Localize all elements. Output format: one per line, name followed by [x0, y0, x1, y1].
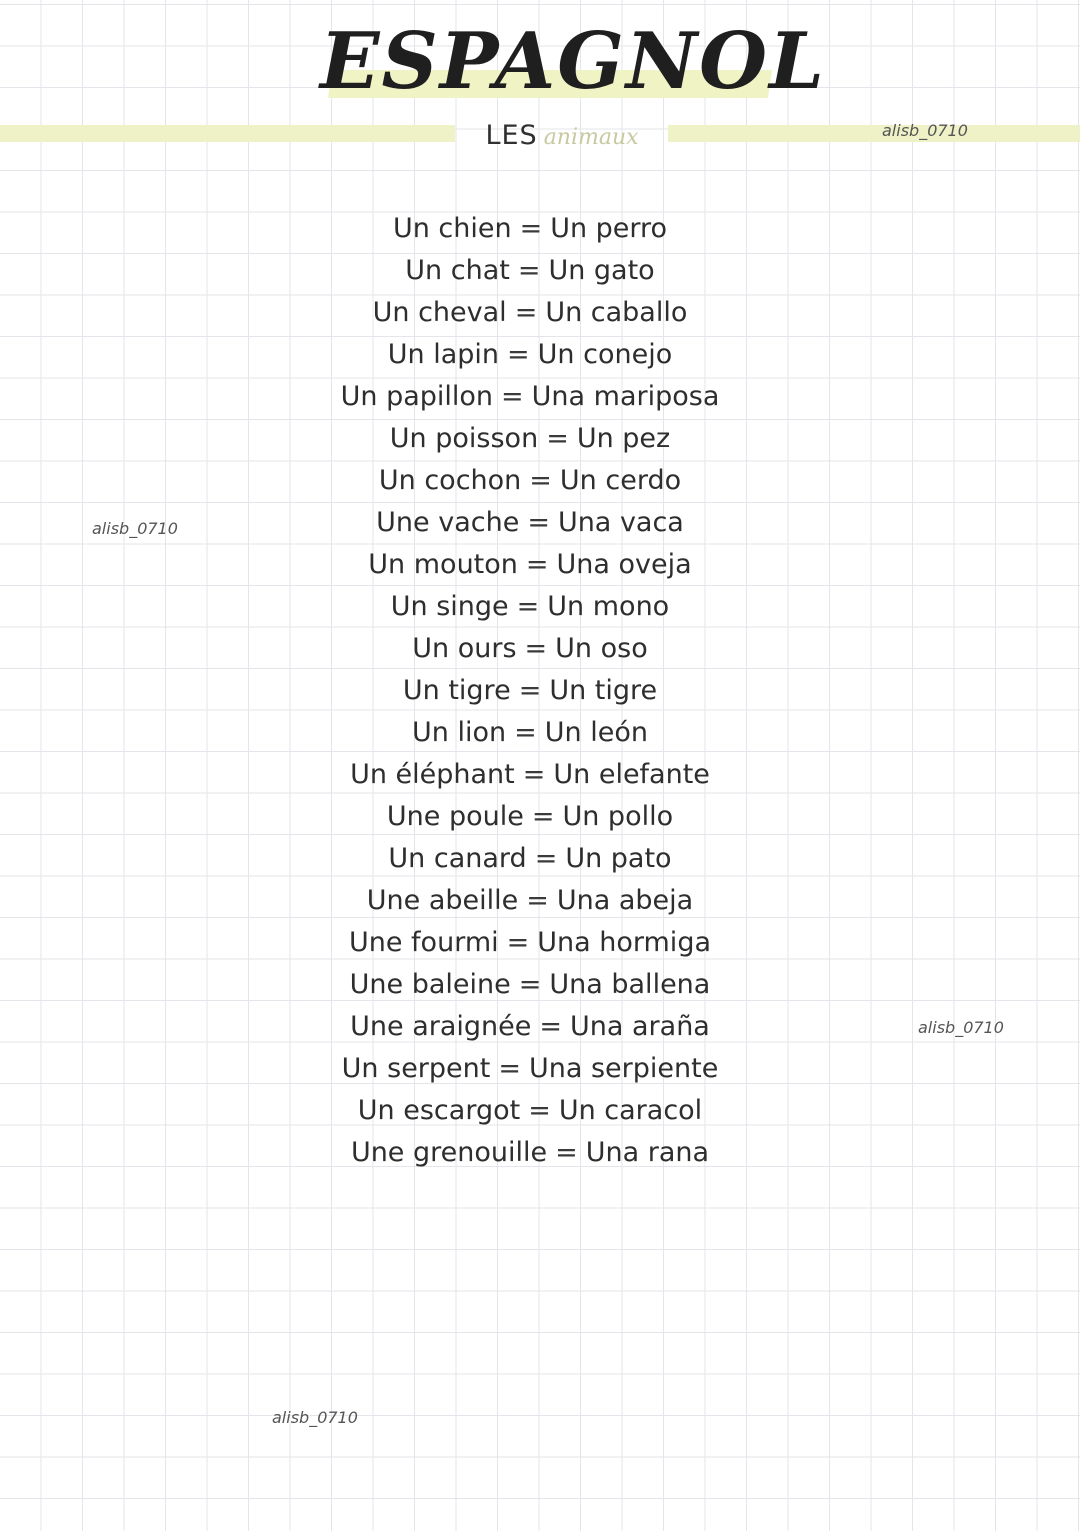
vocab-row — [280, 964, 780, 1006]
french-word: Un chien — [392, 213, 512, 244]
french-word: Un cochon — [378, 465, 522, 496]
french-word: Un canard — [388, 843, 527, 874]
vocab-row — [280, 208, 780, 250]
vocab-row — [280, 628, 780, 670]
french-word: Un mouton — [368, 549, 518, 580]
spanish-word: Una ballena — [549, 969, 711, 1000]
spanish-word: Un gato — [548, 255, 655, 286]
vocab-row — [280, 796, 780, 838]
spanish-word: Una vaca — [557, 507, 684, 538]
vocab-row — [280, 460, 780, 502]
spanish-word: Una araña — [570, 1011, 710, 1042]
vocab-row — [280, 250, 780, 292]
equals-sign: = — [519, 213, 543, 244]
equals-sign: = — [529, 465, 552, 496]
equals-sign: = — [514, 297, 538, 328]
spanish-word: Un pato — [565, 843, 672, 874]
french-word: Un poisson — [389, 423, 539, 454]
spanish-word: Un león — [544, 717, 648, 748]
vocab-row — [280, 670, 780, 712]
french-word: Un lion — [412, 717, 507, 748]
equals-sign: = — [531, 801, 555, 832]
spanish-word: Un perro — [550, 213, 668, 244]
french-word: Un ours — [412, 633, 517, 664]
equals-sign: = — [516, 591, 540, 622]
spanish-word: Un cerdo — [559, 465, 682, 496]
spanish-word: Una mariposa — [531, 381, 720, 412]
subtitle-word: animaux — [543, 125, 639, 150]
spanish-word: Una oveja — [556, 549, 692, 580]
french-word: Un lapin — [387, 339, 500, 370]
equals-sign: = — [518, 969, 542, 1000]
equals-sign: = — [526, 885, 549, 916]
equals-sign: = — [527, 507, 550, 538]
vocabulary-list — [280, 208, 780, 1174]
equals-sign: = — [555, 1137, 578, 1168]
vocab-row — [280, 544, 780, 586]
french-word: Une poule — [386, 801, 524, 832]
equals-sign: = — [546, 423, 569, 454]
equals-sign: = — [539, 1011, 562, 1042]
french-word: Une grenouille — [350, 1137, 548, 1168]
vocab-row — [280, 334, 780, 376]
spanish-word: Un tigre — [549, 675, 658, 706]
spanish-word: Un pez — [576, 423, 671, 454]
french-word: Un chat — [405, 255, 510, 286]
vocab-row — [280, 418, 780, 460]
title-block — [320, 12, 826, 112]
vocab-row — [280, 1048, 780, 1090]
french-word: Un éléphant — [350, 759, 515, 790]
spanish-word: Una serpiente — [528, 1053, 719, 1084]
watermark: alisb_0710 — [882, 121, 968, 140]
french-word: Un escargot — [357, 1095, 521, 1126]
french-word: Un singe — [390, 591, 509, 622]
equals-sign: = — [501, 381, 524, 412]
spanish-word: Un conejo — [537, 339, 673, 370]
spanish-word: Una abeja — [556, 885, 694, 916]
vocab-row — [280, 1132, 780, 1174]
french-word: Un cheval — [372, 297, 507, 328]
vocab-row — [280, 292, 780, 334]
french-word: Une fourmi — [348, 927, 499, 958]
spanish-word: Un elefante — [553, 759, 710, 790]
vocab-row — [280, 754, 780, 796]
vocab-row — [280, 1006, 780, 1048]
french-word: Un papillon — [340, 381, 494, 412]
equals-sign: = — [498, 1053, 521, 1084]
french-word: Une vache — [376, 507, 520, 538]
equals-sign: = — [534, 843, 558, 874]
spanish-word: Un oso — [555, 633, 648, 664]
equals-sign: = — [517, 255, 541, 286]
equals-sign: = — [525, 549, 549, 580]
vocab-row — [280, 922, 780, 964]
french-word: Une baleine — [349, 969, 511, 1000]
spanish-word: Un caracol — [558, 1095, 703, 1126]
watermark: alisb_0710 — [272, 1408, 358, 1427]
french-word: Un tigre — [402, 675, 511, 706]
equals-sign: = — [524, 633, 548, 664]
subtitle-bar-left — [0, 125, 455, 142]
spanish-word: Un pollo — [562, 801, 674, 832]
spanish-word: Una hormiga — [537, 927, 711, 958]
equals-sign: = — [522, 759, 546, 790]
watermark: alisb_0710 — [92, 519, 178, 538]
spanish-word: Un mono — [547, 591, 670, 622]
vocab-row — [280, 586, 780, 628]
vocab-row — [280, 880, 780, 922]
subtitle — [462, 116, 662, 159]
equals-sign: = — [518, 675, 542, 706]
equals-sign: = — [514, 717, 537, 748]
equals-sign: = — [507, 339, 530, 370]
vocab-row — [280, 376, 780, 418]
vocab-row — [280, 712, 780, 754]
french-word: Un serpent — [341, 1053, 491, 1084]
vocab-row — [280, 502, 780, 544]
spanish-word: Una rana — [585, 1137, 710, 1168]
french-word: Une araignée — [350, 1011, 532, 1042]
vocab-row — [280, 838, 780, 880]
vocab-row — [280, 1090, 780, 1132]
spanish-word: Un caballo — [545, 297, 688, 328]
equals-sign: = — [506, 927, 530, 958]
watermark: alisb_0710 — [918, 1018, 1004, 1037]
subtitle-prefix: LES — [485, 120, 538, 151]
equals-sign: = — [528, 1095, 551, 1126]
page-title: ESPAGNOL — [320, 16, 826, 107]
subtitle-bar-right — [668, 125, 1080, 142]
french-word: Une abeille — [366, 885, 519, 916]
